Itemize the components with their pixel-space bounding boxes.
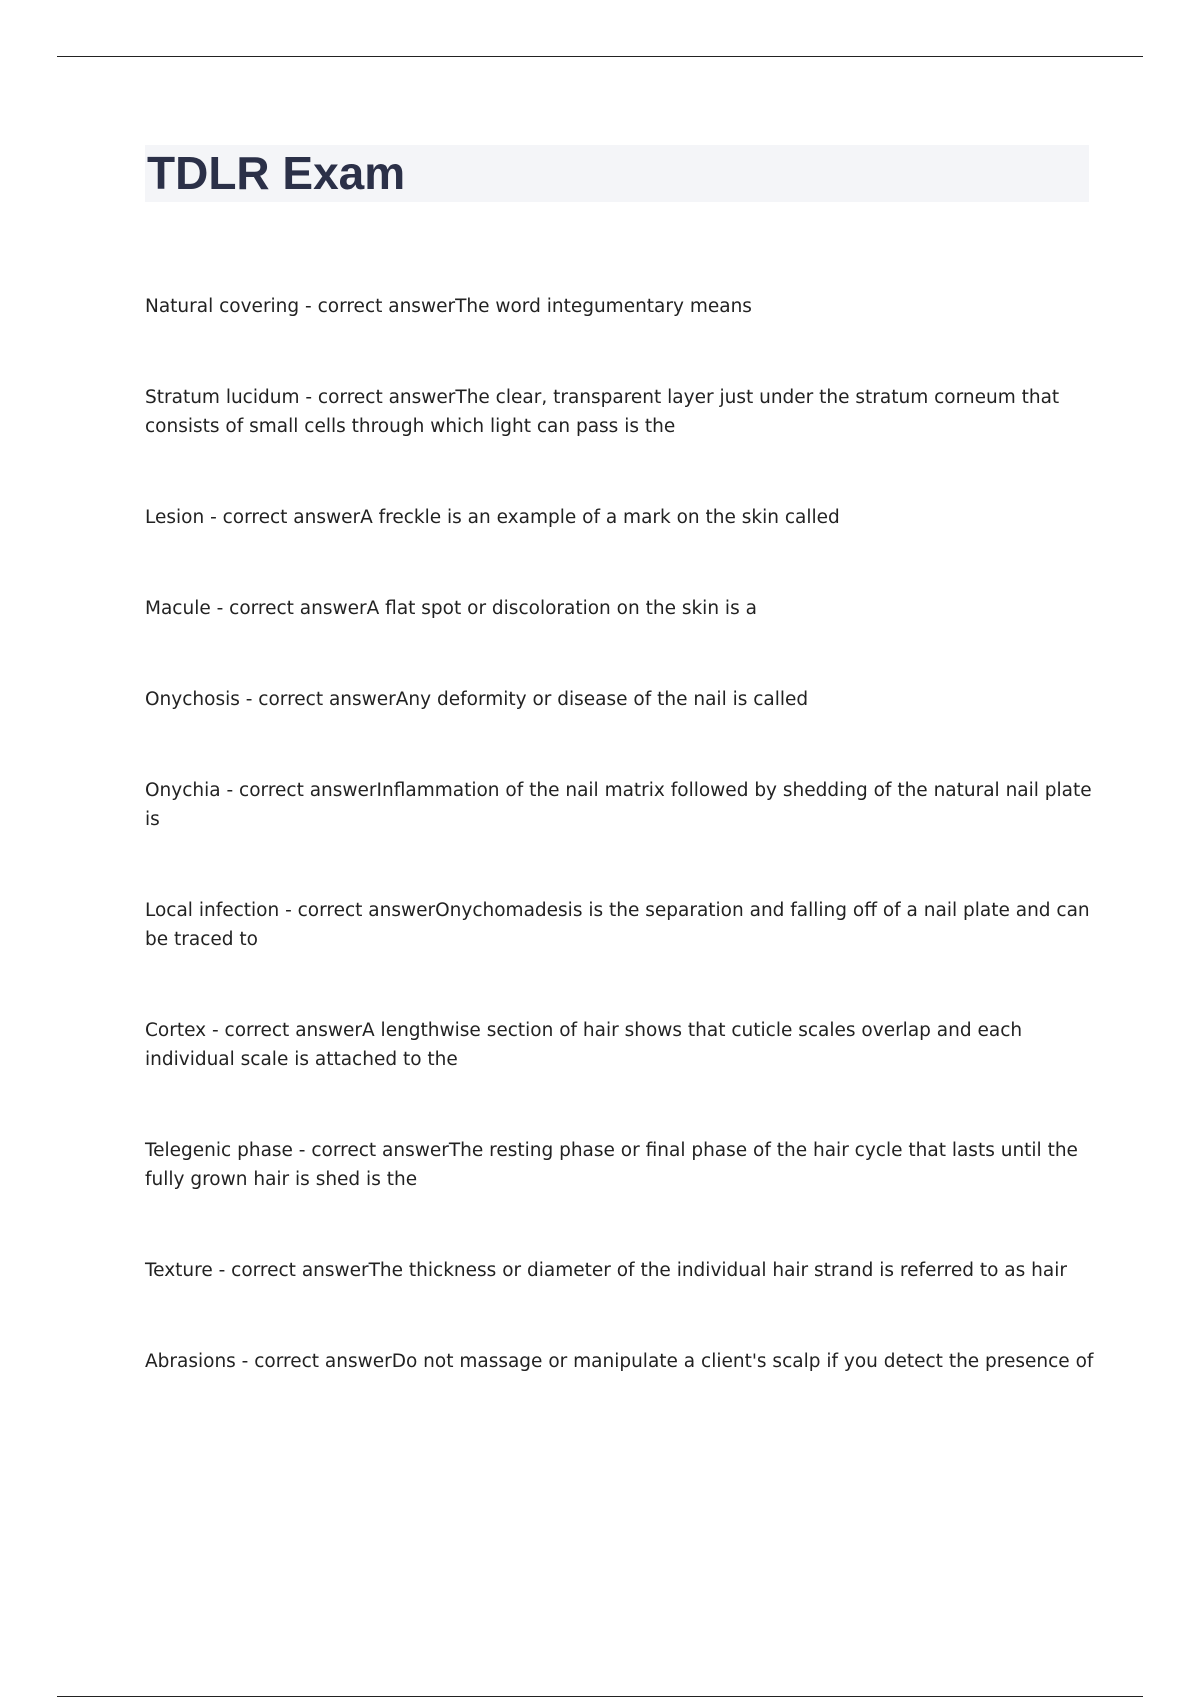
qa-item: Onychosis - correct answerAny deformity or disease of the nail is called — [145, 689, 809, 710]
top-rule — [57, 56, 1143, 57]
qa-item: Local infection - correct answerOnychomadesis is the separation and falling off of a nail plate and can be traced to — [145, 900, 1090, 950]
qa-item: Onychia - correct answerInflammation of the nail matrix followed by shedding of the natural nail plate is — [145, 780, 1092, 830]
qa-item: Abrasions - correct answerDo not massage or manipulate a client's scalp if you detect the presence of — [145, 1351, 1094, 1372]
qa-item: Texture - correct answerThe thickness or diameter of the individual hair strand is referred to as hair — [145, 1260, 1067, 1281]
qa-item: Telegenic phase - correct answerThe resting phase or final phase of the hair cycle that lasts until the fully grown hair is shed is the — [145, 1140, 1078, 1190]
bottom-rule — [57, 1696, 1143, 1697]
page-title: TDLR Exam — [147, 147, 406, 199]
qa-item: Cortex - correct answerA lengthwise section of hair shows that cuticle scales overlap and each individual scale is attached to the — [145, 1020, 1023, 1070]
qa-item: Macule - correct answerA flat spot or discoloration on the skin is a — [145, 598, 757, 619]
qa-item: Natural covering - correct answerThe word integumentary means — [145, 296, 752, 317]
qa-item: Lesion - correct answerA freckle is an example of a mark on the skin called — [145, 507, 840, 528]
qa-item: Stratum lucidum - correct answerThe clear, transparent layer just under the stratum corneum that consists of small cells through which light can pass is the — [145, 387, 1060, 437]
qa-list — [145, 292, 1095, 1376]
